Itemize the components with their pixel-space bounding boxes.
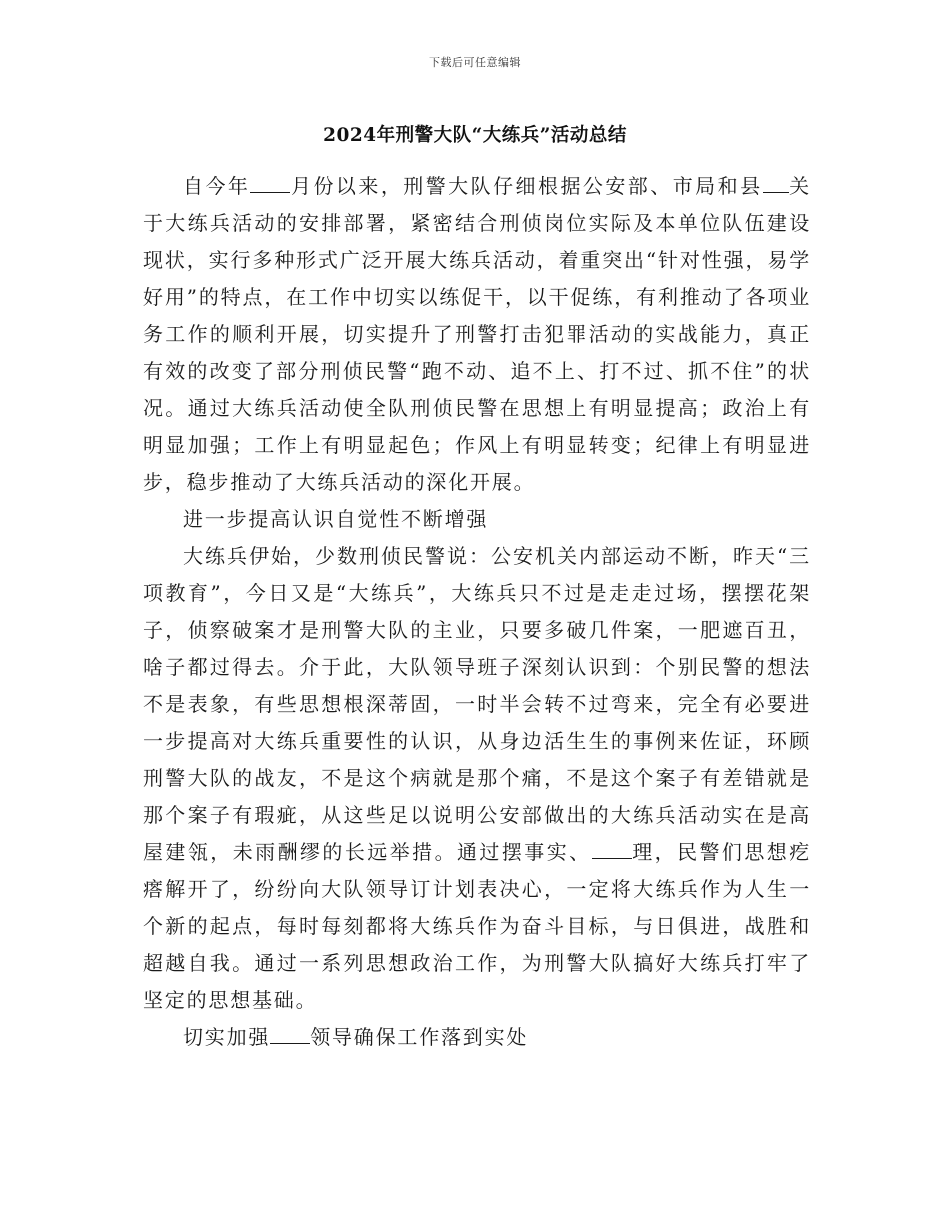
section-heading: 进一步提高认识自觉性不断增强 (183, 507, 489, 531)
paragraph-text: 理，民警们思想疙瘩解开了，纷纷向大队领导订计划表决心，一定将大练兵作为人生一个新的起点，每时每刻都将大练兵作为奋斗目标，与日俱进，战胜和超越自我。通过一系列思想政治工作，为刑警大队搞好大练兵打牢了坚定的思想基础。 (143, 840, 812, 1012)
paragraph-awareness (143, 538, 811, 1019)
document-title: 2024年刑警大队“大练兵”活动总结 (323, 125, 627, 146)
paragraph-intro (143, 168, 811, 501)
fill-blank (763, 174, 789, 193)
paragraph-text: 月份以来，刑警大队仔细根据公安部、市局和县 (290, 174, 763, 198)
paragraph-text: 自今年 (183, 174, 251, 198)
section-heading (143, 1019, 811, 1056)
heading-text: 切实加强 (183, 1025, 271, 1049)
document-body (143, 168, 811, 1056)
paragraph-text: 关于大练兵活动的安排部署，紧密结合刑侦岗位实际及本单位队伍建设现状，实行多种形式广泛开展大练兵活动，着重突出“针对性强，易学好用”的特点，在工作中切实以练促干，以干促练，有利推动了各项业务工作的顺利开展，切实提升了刑警打击犯罪活动的实战能力，真正有效的改变了部分刑侦民警“跑不动、追不上、打不过、抓不住”的状况。通过大练兵活动使全队刑侦民警在思想上有明显提高；政治上有明显加强；工作上有明显起色；作风上有明显转变；纪律上有明显进步，稳步推动了大练兵活动的深化开展。 (143, 174, 811, 494)
fill-blank (270, 1025, 310, 1044)
page-header: 下载后可任意编辑 (429, 56, 521, 69)
fill-blank (250, 174, 290, 193)
heading-text: 领导确保工作落到实处 (310, 1025, 529, 1049)
paragraph-text: 大练兵伊始，少数刑侦民警说：公安机关内部运动不断，昨天“三项教育”，今日又是“大练兵”，大练兵只不过是走走过场，摆摆花架子，侦察破案才是刑警大队的主业，只要多破几件案，一肥遮百丑，啥子都过得去。介于此，大队领导班子深刻认识到：个别民警的想法不是表象，有些思想根深蒂固，一时半会转不过弯来，完全有必要进一步提高对大练兵重要性的认识，从身边活生生的事例来佐证，环顾刑警大队的战友，不是这个病就是那个痛，不是这个案子有差错就是那个案子有瑕疵，从这些足以说明公安部做出的大练兵活动实在是高屋建瓴，未雨酬缪的长远举措。通过摆事实、 (143, 544, 811, 864)
fill-blank (592, 840, 632, 859)
